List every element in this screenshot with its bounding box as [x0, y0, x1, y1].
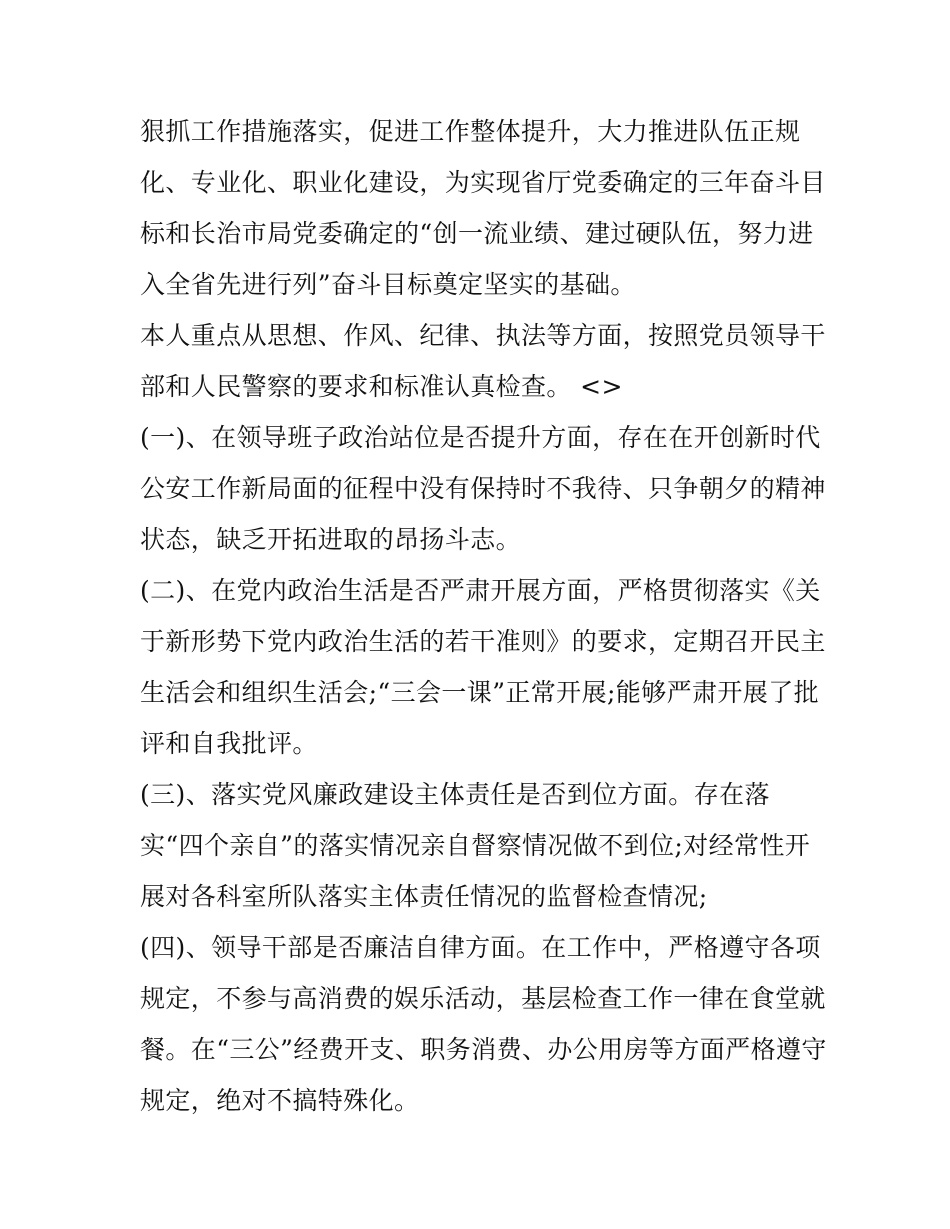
document-body — [140, 106, 830, 1126]
text-line: 餐。在“三公”经费开支、职务消费、办公用房等方面严格遵守 — [140, 1035, 827, 1064]
text-line: 化、专业化、职业化建设，为实现省厅党委确定的三年奋斗目 — [140, 168, 826, 197]
text-line: 生活会和组织生活会;“三会一课”正常开展;能够严肃开展了批 — [140, 678, 820, 707]
text-line: 于新形势下党内政治生活的若干准则》的要求，定期召开民主 — [140, 627, 826, 656]
text-line: 公安工作新局面的征程中没有保持时不我待、只争朝夕的精神 — [140, 474, 826, 503]
text-line: 规定，绝对不搞特殊化。 — [140, 1086, 420, 1115]
text-line: 入全省先进行列”奋斗目标奠定坚实的基础。 — [140, 270, 636, 299]
text-line: (二)、在党内政治生活是否严肃开展方面，严格贯彻落实《关 — [140, 576, 821, 605]
text-line: 规定，不参与高消费的娱乐活动，基层检查工作一律在食堂就 — [140, 984, 826, 1013]
text-line: 实“四个亲自”的落实情况亲自督察情况做不到位;对经常性开 — [140, 831, 811, 860]
text-line: 评和自我批评。 — [140, 729, 318, 758]
text-line: 状态，缺乏开拓进取的昂扬斗志。 — [140, 525, 522, 554]
text-line: 展对各科室所队落实主体责任情况的监督检查情况; — [140, 882, 708, 911]
text-line: 狠抓工作措施落实，促进工作整体提升，大力推进队伍正规 — [140, 117, 801, 146]
text-line: (三)、落实党风廉政建设主体责任是否到位方面。存在落 — [140, 780, 770, 809]
text-line: 本人重点从思想、作风、纪律、执法等方面，按照党员领导干 — [140, 321, 826, 350]
text-line: 部和人民警察的要求和标准认真检查。 <> — [140, 372, 623, 401]
text-line: (四)、领导干部是否廉洁自律方面。在工作中，严格遵守各项 — [140, 933, 821, 962]
text-line: (一)、在领导班子政治站位是否提升方面，存在在开创新时代 — [140, 423, 821, 452]
text-line: 标和长治市局党委确定的“创一流业绩、建过硬队伍，努力进 — [140, 219, 814, 248]
